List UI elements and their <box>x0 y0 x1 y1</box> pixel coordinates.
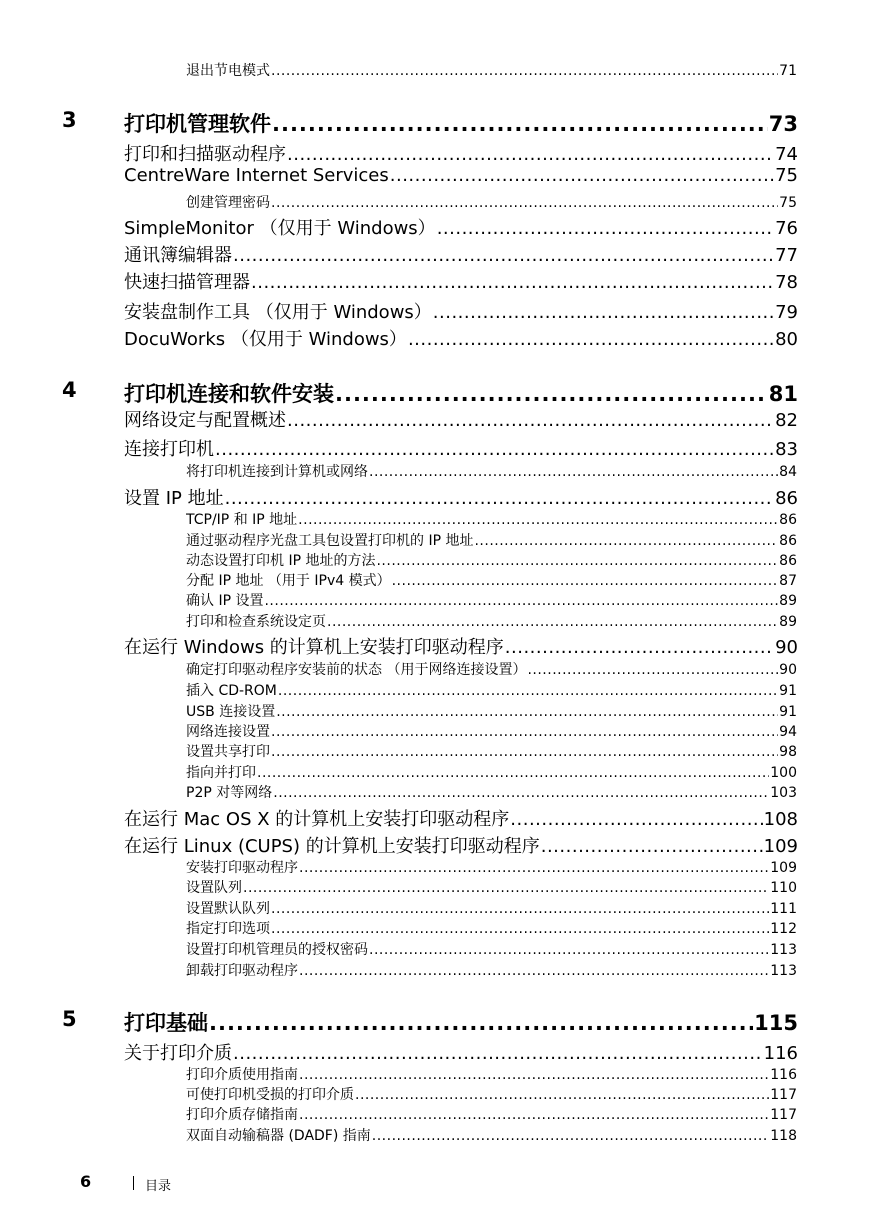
toc-section-entry[interactable] <box>124 214 798 240</box>
toc-entry-title: 打印介质存储指南 <box>186 1107 298 1123</box>
dot-leader <box>287 144 774 165</box>
toc-entry-title: 打印机管理软件 <box>124 112 271 136</box>
toc-entry-title: 卸载打印驱动程序 <box>186 963 298 979</box>
toc-entry-title: 打印和扫描驱动程序 <box>124 144 286 165</box>
toc-entry-title: 通过驱动程序光盘工具包设置打印机的 IP 地址 <box>186 533 474 549</box>
chapter-number: 4 <box>62 378 77 402</box>
toc-subsection-entry[interactable] <box>186 509 797 529</box>
toc-entry-title: 指向并打印 <box>186 765 256 781</box>
toc-entry-title: 设置打印机管理员的授权密码 <box>186 942 368 958</box>
dot-leader <box>209 1011 753 1035</box>
toc-entry-page-number: 87 <box>779 573 797 589</box>
dot-leader <box>527 662 778 678</box>
toc-entry-page-number: 81 <box>768 382 798 406</box>
toc-entry-page-number: 118 <box>770 1128 797 1144</box>
toc-entry-title: 确定打印驱动程序安装前的状态 （用于网络连接设置） <box>186 662 527 678</box>
toc-entry-page-number: 115 <box>754 1011 798 1035</box>
toc-entry-title: 设置默认队列 <box>186 901 270 917</box>
dot-leader <box>541 836 763 857</box>
toc-entry-title: 打印和检查系统设定页 <box>186 614 326 630</box>
toc-subsection-entry[interactable] <box>186 1104 797 1124</box>
toc-entry-title: 退出节电模式 <box>186 63 270 79</box>
toc-entry-title: 创建管理密码 <box>186 195 270 211</box>
toc-entry-title: 快速扫描管理器 <box>124 272 250 293</box>
toc-subsection-entry[interactable] <box>186 701 797 721</box>
toc-section-entry[interactable] <box>124 832 798 858</box>
toc-entry-page-number: 84 <box>779 464 797 480</box>
toc-subsection-entry[interactable] <box>186 550 797 570</box>
dot-leader <box>276 704 778 720</box>
toc-entry-page-number: 77 <box>775 245 798 266</box>
toc-entry-page-number: 111 <box>770 901 797 917</box>
dot-leader <box>355 1087 769 1103</box>
toc-entry-page-number: 94 <box>779 724 797 740</box>
toc-entry-page-number: 89 <box>779 614 797 630</box>
chapter-number: 5 <box>62 1007 77 1031</box>
dot-leader <box>215 439 774 460</box>
toc-subsection-entry[interactable] <box>186 659 797 679</box>
toc-subsection-entry[interactable] <box>186 741 797 761</box>
dot-leader <box>510 809 762 830</box>
dot-leader <box>257 765 769 781</box>
toc-entry-page-number: 86 <box>779 512 797 528</box>
toc-entry-page-number: 89 <box>779 593 797 609</box>
dot-leader <box>369 942 769 958</box>
dot-leader <box>271 195 778 211</box>
toc-section-entry[interactable] <box>124 140 798 166</box>
toc-entry-page-number: 71 <box>779 63 797 79</box>
toc-entry-title: 设置共享打印 <box>186 744 270 760</box>
dot-leader <box>271 63 778 79</box>
toc-entry-page-number: 98 <box>779 744 797 760</box>
toc-entry-page-number: 74 <box>775 144 798 165</box>
toc-entry-title: 网络连接设置 <box>186 724 270 740</box>
toc-entry-title: 安装盘制作工具 （仅用于 Windows） <box>124 302 432 323</box>
dot-leader <box>474 533 778 549</box>
toc-entry-page-number: 86 <box>779 553 797 569</box>
dot-leader <box>264 593 778 609</box>
toc-entry-page-number: 110 <box>770 880 797 896</box>
dot-leader <box>408 329 774 350</box>
toc-section-entry[interactable] <box>124 298 798 324</box>
toc-section-entry[interactable] <box>124 633 798 659</box>
dot-leader <box>390 165 774 186</box>
toc-entry-page-number: 117 <box>770 1087 797 1103</box>
toc-entry-page-number: 75 <box>775 165 798 186</box>
toc-entry-title: 可使打印机受损的打印介质 <box>186 1087 354 1103</box>
toc-subsection-entry[interactable] <box>186 680 797 700</box>
toc-subsection-entry[interactable] <box>186 192 797 212</box>
toc-entry-title: 打印介质使用指南 <box>186 1067 298 1083</box>
toc-entry-page-number: 113 <box>770 942 797 958</box>
toc-entry-page-number: 91 <box>779 683 797 699</box>
footer-section-title: 目录 <box>145 1179 172 1194</box>
toc-chapter-entry[interactable] <box>124 108 798 138</box>
dot-leader <box>372 1128 769 1144</box>
dot-leader <box>299 1067 769 1083</box>
toc-entry-page-number: 91 <box>779 704 797 720</box>
toc-entry-page-number: 117 <box>770 1107 797 1123</box>
toc-subsection-entry[interactable] <box>186 570 797 590</box>
toc-entry-title: TCP/IP 和 IP 地址 <box>186 512 298 528</box>
toc-entry-page-number: 80 <box>775 329 798 350</box>
dot-leader <box>437 218 774 239</box>
toc-chapter-entry[interactable] <box>124 378 798 408</box>
toc-entry-title: 在运行 Mac OS X 的计算机上安装打印驱动程序 <box>124 809 510 830</box>
toc-entry-page-number: 83 <box>775 439 798 460</box>
dot-leader <box>299 860 769 876</box>
toc-entry-title: 设置队列 <box>186 880 242 896</box>
toc-entry-title: 关于打印介质 <box>124 1043 232 1064</box>
toc-section-entry[interactable] <box>124 435 798 461</box>
toc-entry-page-number: 86 <box>779 533 797 549</box>
toc-section-entry[interactable] <box>124 325 798 351</box>
toc-entry-page-number: 73 <box>768 112 798 136</box>
toc-subsection-entry[interactable] <box>186 857 797 877</box>
dot-leader <box>376 553 778 569</box>
toc-entry-page-number: 109 <box>763 836 798 857</box>
dot-leader <box>272 112 768 136</box>
toc-entry-title: 分配 IP 地址 （用于 IPv4 模式） <box>186 573 391 589</box>
toc-entry-page-number: 108 <box>763 809 798 830</box>
toc-entry-page-number: 100 <box>770 765 797 781</box>
dot-leader <box>225 488 774 509</box>
toc-entry-title: 在运行 Windows 的计算机上安装打印驱动程序 <box>124 637 504 658</box>
toc-section-entry[interactable] <box>124 241 798 267</box>
dot-leader <box>335 382 768 406</box>
dot-leader <box>327 614 778 630</box>
dot-leader <box>505 637 774 658</box>
toc-entry-title: DocuWorks （仅用于 Windows） <box>124 329 407 350</box>
toc-subsection-entry[interactable] <box>186 1064 797 1084</box>
toc-entry-title: 网络设定与配置概述 <box>124 410 286 431</box>
toc-subsection-entry[interactable] <box>186 960 797 980</box>
toc-subsection-entry[interactable] <box>186 1084 797 1104</box>
toc-subsection-entry[interactable] <box>186 530 797 550</box>
dot-leader <box>369 464 778 480</box>
dot-leader <box>278 683 778 699</box>
toc-entry-page-number: 82 <box>775 410 798 431</box>
toc-entry-page-number: 78 <box>775 272 798 293</box>
toc-section-entry[interactable] <box>124 268 798 294</box>
toc-subsection-entry[interactable] <box>186 60 797 80</box>
dot-leader <box>299 1107 769 1123</box>
toc-subsection-entry[interactable] <box>186 762 797 782</box>
toc-section-entry[interactable] <box>124 484 798 510</box>
toc-entry-title: 打印机连接和软件安装 <box>124 382 334 406</box>
toc-entry-title: P2P 对等网络 <box>186 785 273 801</box>
toc-entry-page-number: 79 <box>775 302 798 323</box>
toc-entry-title: SimpleMonitor （仅用于 Windows） <box>124 218 436 239</box>
toc-subsection-entry[interactable] <box>186 877 797 897</box>
toc-subsection-entry[interactable] <box>186 782 797 802</box>
toc-entry-title: 打印基础 <box>124 1011 208 1035</box>
toc-entry-page-number: 112 <box>770 921 797 937</box>
toc-entry-title: 通讯簿编辑器 <box>124 245 232 266</box>
toc-entry-page-number: 76 <box>775 218 798 239</box>
toc-subsection-entry[interactable] <box>186 611 797 631</box>
toc-entry-title: 双面自动输稿器 (DADF) 指南 <box>186 1128 371 1144</box>
toc-entry-title: 将打印机连接到计算机或网络 <box>186 464 368 480</box>
toc-entry-title: 安装打印驱动程序 <box>186 860 298 876</box>
toc-entry-page-number: 75 <box>779 195 797 211</box>
toc-section-entry[interactable] <box>124 165 798 186</box>
toc-subsection-entry[interactable] <box>186 590 797 610</box>
toc-entry-title: 设置 IP 地址 <box>124 488 224 509</box>
toc-entry-title: 在运行 Linux (CUPS) 的计算机上安装打印驱动程序 <box>124 836 540 857</box>
toc-entry-title: 动态设置打印机 IP 地址的方法 <box>186 553 376 569</box>
toc-entry-title: 指定打印选项 <box>186 921 270 937</box>
toc-entry-page-number: 90 <box>775 637 798 658</box>
dot-leader <box>287 410 774 431</box>
dot-leader <box>392 573 779 589</box>
toc-entry-title: USB 连接设置 <box>186 704 276 720</box>
toc-entry-title: 确认 IP 设置 <box>186 593 264 609</box>
footer-page-number: 6 <box>80 1172 92 1191</box>
toc-subsection-entry[interactable] <box>186 461 797 481</box>
toc-entry-page-number: 116 <box>763 1043 798 1064</box>
dot-leader <box>271 724 778 740</box>
dot-leader <box>298 512 778 528</box>
toc-entry-page-number: 90 <box>779 662 797 678</box>
footer-divider <box>133 1176 134 1190</box>
toc-entry-page-number: 103 <box>770 785 797 801</box>
toc-section-entry[interactable] <box>124 805 798 831</box>
toc-subsection-entry[interactable] <box>186 721 797 741</box>
toc-entry-page-number: 86 <box>775 488 798 509</box>
chapter-number: 3 <box>62 108 77 132</box>
toc-section-entry[interactable] <box>124 406 798 432</box>
toc-subsection-entry[interactable] <box>186 898 797 918</box>
toc-entry-title: CentreWare Internet Services <box>124 165 389 186</box>
toc-section-entry[interactable] <box>124 1039 798 1065</box>
toc-chapter-entry[interactable] <box>124 1007 798 1037</box>
dot-leader <box>271 744 778 760</box>
dot-leader <box>273 785 769 801</box>
dot-leader <box>233 245 774 266</box>
dot-leader <box>243 880 769 896</box>
toc-entry-page-number: 116 <box>770 1067 797 1083</box>
toc-entry-page-number: 113 <box>770 963 797 979</box>
dot-leader <box>251 272 774 293</box>
dot-leader <box>271 901 769 917</box>
toc-entry-title: 插入 CD-ROM <box>186 683 277 699</box>
toc-entry-title: 连接打印机 <box>124 439 214 460</box>
dot-leader <box>233 1043 763 1064</box>
toc-subsection-entry[interactable] <box>186 939 797 959</box>
dot-leader <box>299 963 769 979</box>
dot-leader <box>271 921 769 937</box>
toc-subsection-entry[interactable] <box>186 1125 797 1145</box>
toc-entry-page-number: 109 <box>770 860 797 876</box>
dot-leader <box>433 302 774 323</box>
toc-subsection-entry[interactable] <box>186 918 797 938</box>
